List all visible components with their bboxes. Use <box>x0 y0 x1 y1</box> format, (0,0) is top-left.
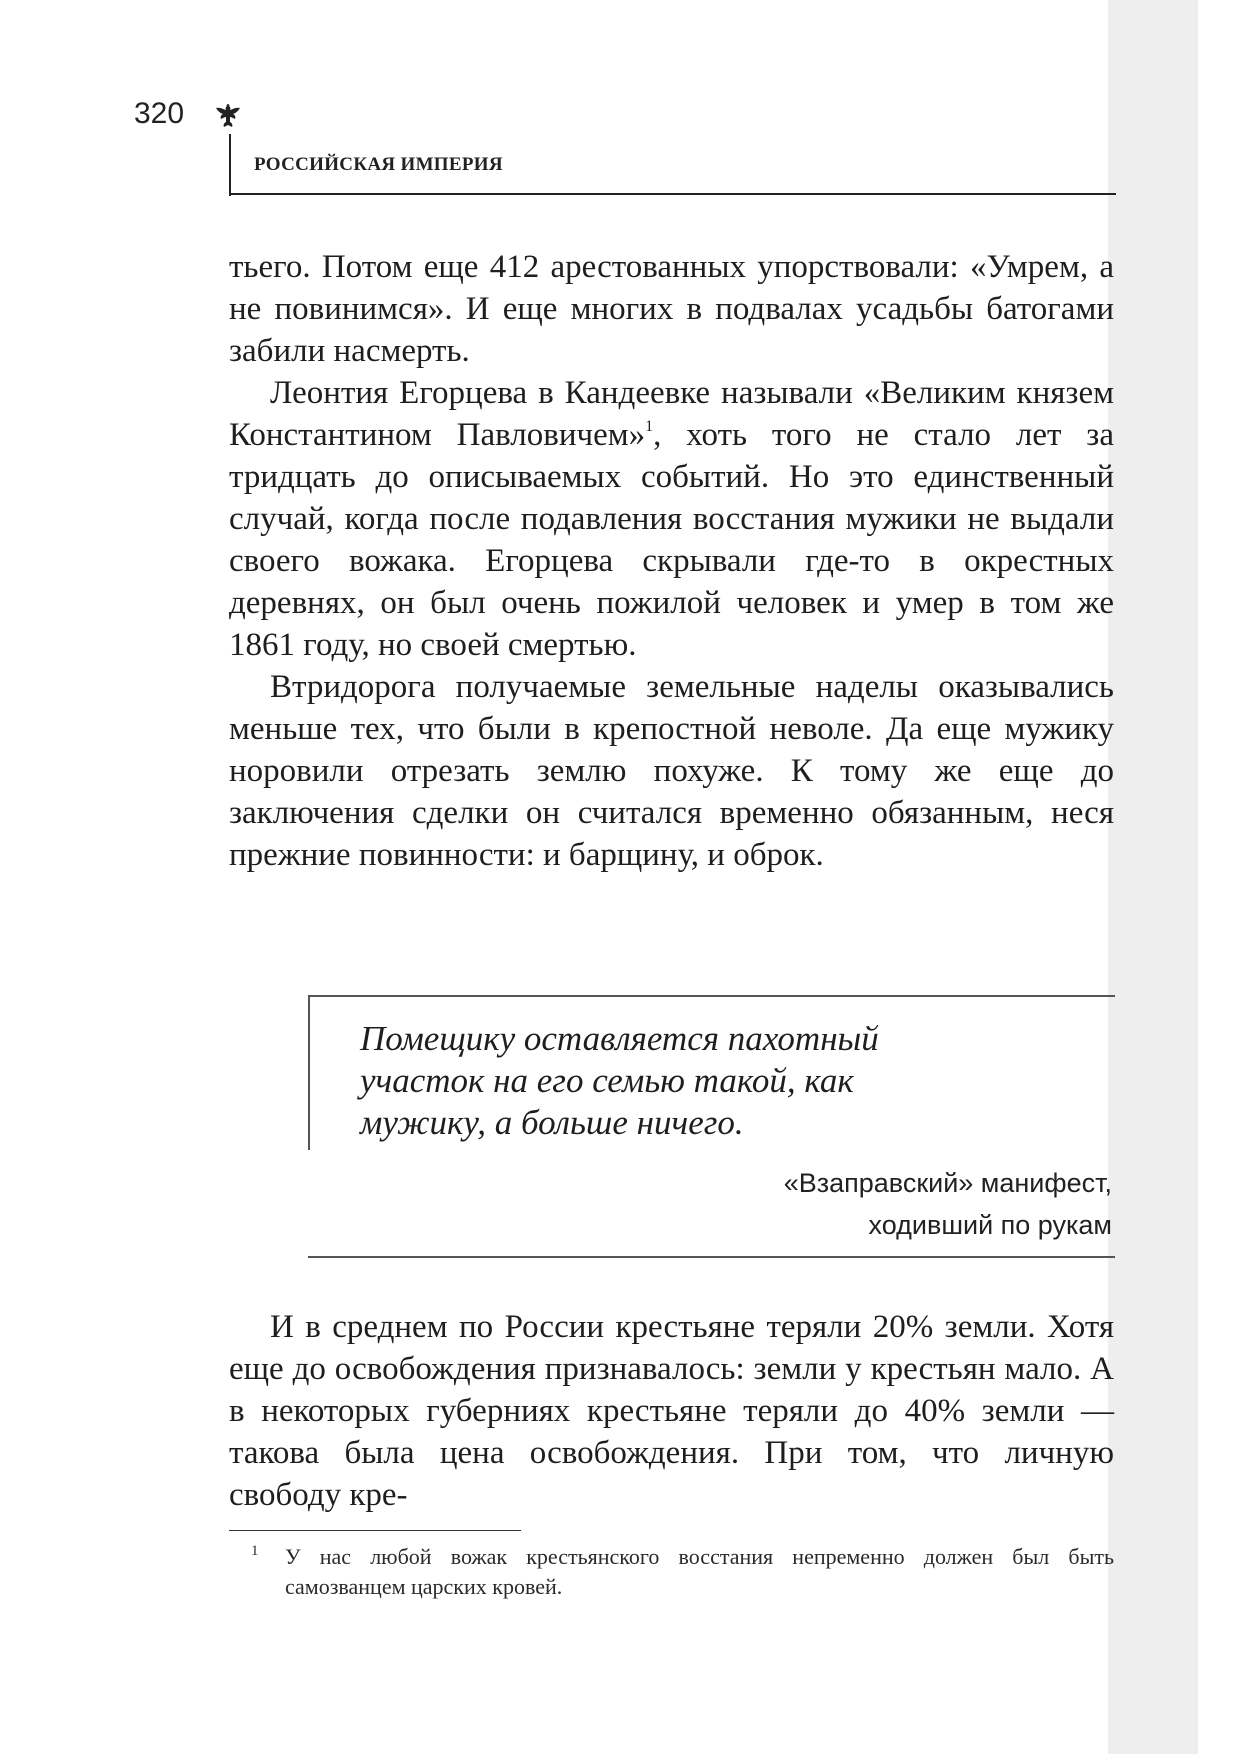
quote-left-rule <box>308 995 310 1150</box>
body-text-top <box>229 246 1114 876</box>
paragraph: тьего. Потом еще 412 арестованных упорствовали: «Умрем, а не повинимся». И еще многих в подвалах усадьбы батогами забили насмерть. <box>229 249 1114 369</box>
paragraph-text: Леонтия Егорцева в Кандеевке называли «Великим князем Константином Павловичем» <box>229 375 1114 453</box>
footnote-separator <box>229 1530 521 1531</box>
quote-line: мужику, а больше ничего. <box>360 1103 744 1142</box>
header-horizontal-rule <box>229 193 1116 195</box>
quote-source-line: «Взаправский» манифест, <box>783 1168 1112 1198</box>
paragraph <box>229 372 1114 666</box>
paragraph-text: , хоть того не стало лет за тридцать до описываемых событий. Но это единственный случай, когда после подавления восстания мужики не выдали своего вожака. Егорцева скрывали где-то в окрестных деревнях, он был очень пожилой человек и умер в том же 1861 году, но своей смертью. <box>229 417 1114 663</box>
footnote <box>229 1542 1114 1602</box>
quote-top-rule <box>308 995 1115 997</box>
epigraph-quote <box>360 1018 1100 1144</box>
quote-source <box>600 1162 1112 1246</box>
running-head: РОССИЙСКАЯ ИМПЕРИЯ <box>254 154 503 175</box>
header-vertical-rule <box>229 134 231 196</box>
body-text-bottom <box>229 1306 1114 1516</box>
paragraph: И в среднем по России крестьяне теряли 20% земли. Хотя еще до освобождения признавалось: земли у крестьян мало. А в некоторых губерниях крестьяне теряли до 40% земли — такова была цена освобождения. При том, что личную свободу кре- <box>229 1309 1114 1513</box>
quote-line: Помещику оставляется пахотный <box>360 1019 879 1058</box>
footnote-mark: 1 <box>251 1543 259 1559</box>
page-margin <box>1198 0 1239 1754</box>
quote-source-line: ходивший по рукам <box>868 1210 1112 1240</box>
paragraph: Втридорога получаемые земельные наделы оказывались меньше тех, что были в крепостной неволе. Да еще мужику норовили отрезать землю похуже. К тому же еще до заключения сделки он считался временно обязанным, неся прежние повинности: и барщину, и оброк. <box>229 669 1114 873</box>
footnote-reference: 1 <box>645 418 654 435</box>
quote-bottom-rule <box>308 1256 1115 1258</box>
page-edge-shadow <box>1108 0 1198 1754</box>
footnote-text: У нас любой вожак крестьянского восстания непременно должен был быть самозванцем царских кровей. <box>285 1544 1114 1599</box>
page-number: 320 <box>134 97 185 130</box>
double-eagle-icon <box>214 104 242 130</box>
quote-line: участок на его семью такой, как <box>360 1061 854 1100</box>
